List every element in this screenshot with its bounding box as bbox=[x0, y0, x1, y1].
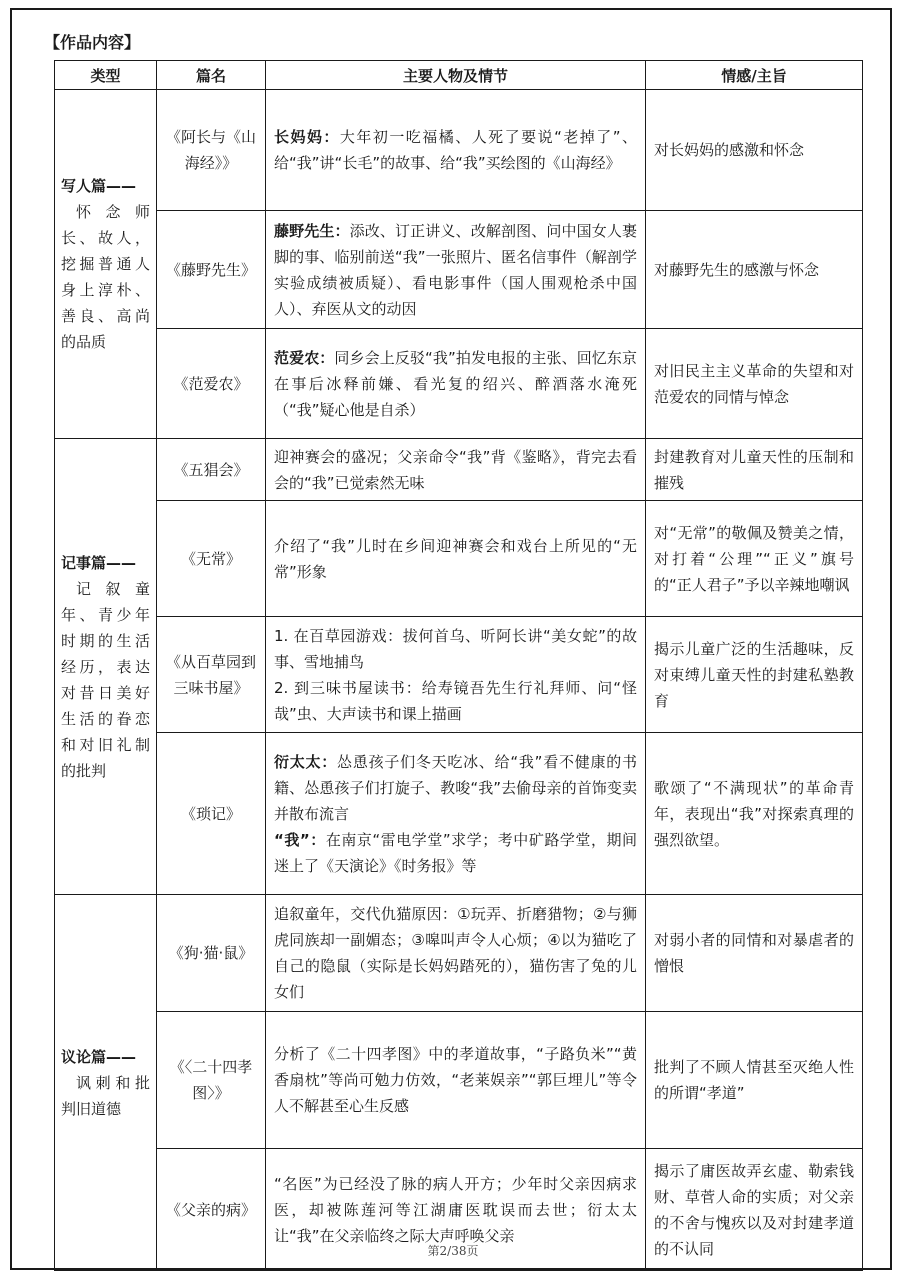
work-content: 介绍了“我”儿时在乡间迎神赛会和戏台上所见的“无常”形象 bbox=[266, 501, 646, 617]
type-description: 怀念师长、故人，挖掘普通人身上淳朴、善良、高尚的品质 bbox=[61, 203, 150, 351]
work-title: 《范爱农》 bbox=[157, 329, 266, 439]
type-description: 讽刺和批判旧道德 bbox=[61, 1073, 150, 1118]
work-content: 分析了《二十四孝图》中的孝道故事，“子路负米”“黄香扇枕”等尚可勉力仿效，“老莱娱亲”“郭巨埋儿”等令人不解甚至心生反感 bbox=[266, 1012, 646, 1149]
type-description: 记叙童年、青少年时期的生活经历，表达对昔日美好生活的眷恋和对旧礼制的批判 bbox=[61, 579, 150, 780]
work-theme: 对长妈妈的感激和怀念 bbox=[646, 90, 863, 211]
work-title: 《阿长与《山海经》》 bbox=[157, 90, 266, 211]
work-theme: 对旧民主主义革命的失望和对范爱农的同情与悼念 bbox=[646, 329, 863, 439]
type-cell-narrative bbox=[55, 439, 157, 895]
work-theme: 对“无常”的敬佩及赞美之情，对打着“公理”“正义”旗号的“正人君子”予以辛辣地嘲讽 bbox=[646, 501, 863, 617]
table-header-row bbox=[55, 61, 863, 90]
table-row bbox=[55, 329, 863, 439]
work-title: 《琐记》 bbox=[157, 733, 266, 895]
work-content: “名医”为已经没了脉的病人开方；少年时父亲因病求医，却被陈莲河等江湖庸医耽误而去世；衍太太让“我”在父亲临终之际大声呼唤父亲 bbox=[266, 1149, 646, 1271]
works-table bbox=[54, 60, 863, 1271]
work-content bbox=[266, 733, 646, 895]
work-content bbox=[266, 617, 646, 733]
work-title: 《藤野先生》 bbox=[157, 211, 266, 329]
plot-text: 在南京“雷电学堂”求学；考中矿路学堂，期间迷上了《天演论》《时务报》等 bbox=[274, 830, 637, 875]
plot-line-1: 1. 在百草园游戏：拔何首乌、听阿长讲“美女蛇”的故事、雪地捕鸟 bbox=[274, 626, 637, 671]
plot-paragraph-1 bbox=[274, 749, 637, 827]
header-type: 类型 bbox=[55, 61, 157, 90]
table-row bbox=[55, 90, 863, 211]
work-theme: 对藤野先生的感激与怀念 bbox=[646, 211, 863, 329]
plot-text: 添改、订正讲义、改解剖图、问中国女人裹脚的事、临别前送“我”一张照片、匿名信事件（解剖学实验成绩被质疑）、看电影事件（国人围观枪杀中国人）、弃医从文的动因 bbox=[274, 221, 637, 318]
work-content: 迎神赛会的盛况；父亲命令“我”背《鉴略》，背完去看会的“我”已觉索然无味 bbox=[266, 439, 646, 501]
character-name: 长妈妈： bbox=[274, 128, 340, 146]
work-theme: 封建教育对儿童天性的压制和摧残 bbox=[646, 439, 863, 501]
header-title: 篇名 bbox=[157, 61, 266, 90]
table-row bbox=[55, 1012, 863, 1149]
work-title: 《无常》 bbox=[157, 501, 266, 617]
work-theme: 歌颂了“不满现状”的革命青年，表现出“我”对探索真理的强烈欲望。 bbox=[646, 733, 863, 895]
header-content: 主要人物及情节 bbox=[266, 61, 646, 90]
work-title: 《〈二十四孝图〉》 bbox=[157, 1012, 266, 1149]
table-row bbox=[55, 501, 863, 617]
work-content bbox=[266, 211, 646, 329]
header-theme: 情感/主旨 bbox=[646, 61, 863, 90]
character-name: 藤野先生： bbox=[274, 221, 350, 240]
type-cell-portrait bbox=[55, 90, 157, 439]
work-theme: 揭示了庸医故弄玄虚、勒索钱财、草菅人命的实质；对父亲的不舍与愧疚以及对封建孝道的不认同 bbox=[646, 1149, 863, 1271]
table-row bbox=[55, 733, 863, 895]
character-name: 衍太太： bbox=[274, 752, 338, 771]
type-category: 写人篇—— bbox=[61, 177, 137, 195]
type-category: 记事篇—— bbox=[61, 553, 137, 572]
plot-text: 怂恿孩子们冬天吃冰、给“我”看不健康的书籍、怂恿孩子们打旋子、教唆“我”去偷母亲的首饰变卖并散布流言 bbox=[274, 752, 637, 823]
work-title: 《从百草园到三味书屋》 bbox=[157, 617, 266, 733]
page-number: 第2/38页 bbox=[427, 1244, 479, 1258]
character-name: “我”： bbox=[274, 830, 326, 849]
character-name: 范爱农： bbox=[274, 348, 335, 367]
plot-paragraph-2 bbox=[274, 827, 637, 879]
type-cell-argument bbox=[55, 895, 157, 1271]
work-theme: 批判了不顾人情甚至灭绝人性的所谓“孝道” bbox=[646, 1012, 863, 1149]
work-theme: 揭示儿童广泛的生活趣味，反对束缚儿童天性的封建私塾教育 bbox=[646, 617, 863, 733]
table-row bbox=[55, 439, 863, 501]
work-title: 《父亲的病》 bbox=[157, 1149, 266, 1271]
plot-text: 大年初一吃福橘、人死了要说“老掉了”、给“我”讲“长毛”的故事、给“我”买绘图的《山海经》 bbox=[274, 128, 637, 172]
work-content: 追叙童年，交代仇猫原因：①玩弄、折磨猎物；②与狮虎同族却一副媚态；③嗥叫声令人心烦；④以为猫吃了自己的隐鼠（实际是长妈妈踏死的），猫伤害了兔的儿女们 bbox=[266, 895, 646, 1012]
plot-text: 同乡会上反驳“我”拍发电报的主张、回忆东京在事后冰释前嫌、看光复的绍兴、醉酒落水淹死（“我”疑心他是自杀） bbox=[274, 348, 637, 419]
table-row bbox=[55, 895, 863, 1012]
type-category: 议论篇—— bbox=[61, 1047, 137, 1066]
section-title: 【作品内容】 bbox=[44, 33, 141, 52]
work-theme: 对弱小者的同情和对暴虐者的憎恨 bbox=[646, 895, 863, 1012]
work-content bbox=[266, 329, 646, 439]
work-title: 《狗·猫·鼠》 bbox=[157, 895, 266, 1012]
table-row bbox=[55, 617, 863, 733]
work-content bbox=[266, 90, 646, 211]
work-title: 《五猖会》 bbox=[157, 439, 266, 501]
plot-line-2: 2. 到三味书屋读书：给寿镜吾先生行礼拜师、问“怪哉”虫、大声读书和课上描画 bbox=[274, 678, 637, 723]
table-row bbox=[55, 211, 863, 329]
